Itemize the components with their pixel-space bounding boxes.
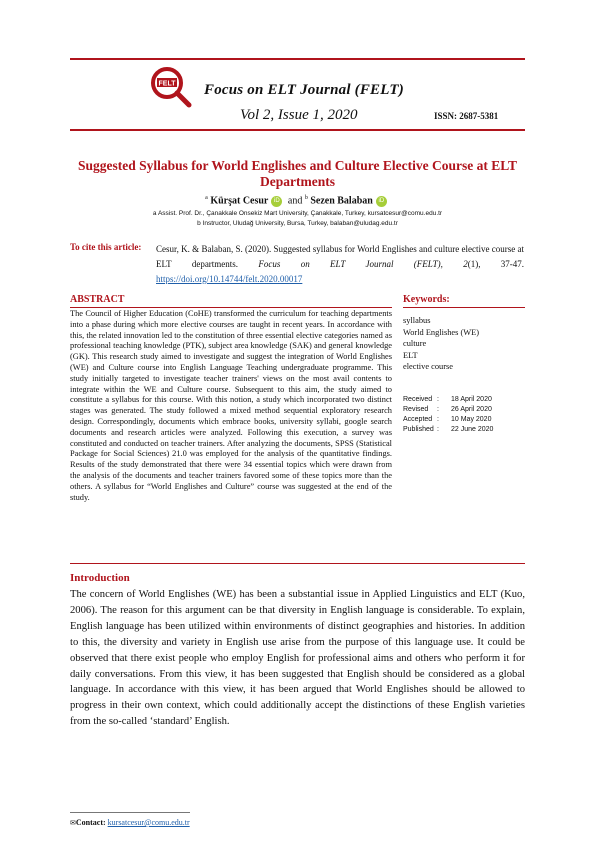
date-sep: : [437,406,439,413]
doi-link[interactable]: https://doi.org/10.14744/felt.2020.00017 [156,274,303,284]
cite-journal: Focus on ELT Journal (FELT), [258,259,443,269]
introduction-heading: Introduction [70,572,130,584]
header-top-rule [70,58,525,60]
date-sep: : [437,426,439,433]
keyword-item: culture [403,339,427,348]
date-label: Accepted [403,416,433,423]
keywords-rule [403,307,525,308]
abstract-rule [70,307,392,308]
author2-superscript: b [304,195,308,201]
abstract-bottom-rule [70,563,525,564]
date-sep: : [437,396,439,403]
keywords-list [403,315,479,373]
keyword-item: syllabus [403,316,431,325]
date-label: Received [403,396,433,403]
authors-line [60,195,535,207]
journal-volume: Vol 2, Issue 1, 2020 [240,107,358,123]
contact-email-link[interactable]: kursatcesur@comu.edu.tr [107,818,190,827]
author1-superscript: a [205,195,208,201]
date-value: 18 April 2020 [451,396,492,403]
date-row [403,405,493,415]
logo-text: FELT [158,80,176,88]
keyword-item: World Englishes (WE) [403,327,480,337]
journal-title: Focus on ELT Journal (FELT) [204,82,404,98]
journal-issn: ISSN: 2687-5381 [434,111,499,121]
date-label: Revised [403,406,429,413]
journal-logo [148,64,194,110]
date-row [403,415,493,425]
date-label: Published [403,426,434,433]
contact-footnote [70,818,190,827]
author1-name: Kürşat Cesur [210,195,269,207]
authors-and: and [287,195,303,207]
cite-text-main: Cesur, K. & Balaban, S. (2020). Suggested syllabus for World Englishes and culture elective course at ELT departments. [156,244,524,269]
article-title: Suggested Syllabus for World Englishes and Culture Elective Course at ELT Departments [77,158,518,189]
cite-pages: (1), 37-47. [467,259,525,269]
author2-name: Sezen Balaban [310,195,373,207]
header-bottom-rule [70,129,525,131]
date-value: 22 June 2020 [451,426,494,433]
affiliation-b: b Instructor, Uludağ University, Bursa, Turkey, balaban@uludag.edu.tr [197,220,398,227]
date-value: 10 May 2020 [451,416,492,423]
keyword-item: elective course [403,362,453,371]
keywords-heading: Keywords: [403,294,450,305]
cite-volume: 2 [463,259,468,269]
envelope-icon: ✉ [70,819,76,827]
introduction-text: The concern of World Englishes (WE) has been a substantial issue in Applied Linguistics and ELT (Kuo, 2006). The reason for this argument can be that diversity in English language is considerable. To explain, English language has been utilized within environments of distinct geographies and histories. In addition to this, the diversity and variety in English use arise from the purpose of this language use. It could be observed that there exist people who employ English for professional aims and others who perform it for daily conversations. From this view, it has been suggested that English should be considered as a global language. In accordance with this view, it has been argued that World Englishes should be allowed to progress in their own context, which could additionally accept the distinctions of these English varieties from the so-called ‘standard’ English. [70,589,525,728]
footnote-rule [70,812,190,813]
cite-label: To cite this article: [70,242,142,252]
abstract-heading: ABSTRACT [70,294,125,305]
date-row [403,425,493,435]
cite-text [156,242,524,287]
orcid-icon[interactable]: iD [271,196,282,207]
abstract-text: The Council of Higher Education (CoHE) transformed the curriculum for teaching departments into a phase during which more elective courses are taught in recent years. In accordance with this, the related innovation led to the constitution of three essential elective categories named as professional teaching knowledge (PTK), subject area knowledge (SAK) and general knowledge (GK). This research study aimed to investigate and suggest the integration of World Englishes (WE) and Culture course into English Language Teaching undergraduate programme. This study initially targeted to investigate teacher trainers' views on the most avail contents to integrate within the WE and Culture course. Subsequent to this aim, the study aimed to constitute a syllabus for this course. With this notion, a study which incorporated two distinct stages was generated. The study followed a mixed method sequential exploratory research design. Correspondingly, documents which embrace books, university syllabi, google search documents and research articles were analyzed. Following this execution, a survey was constituted and conducted on teacher trainers. After analyzing the documents, SPSS (Statistical Package for Social Sciences) 21.0 was employed for the analysis of the quantitative findings. Results of the study demonstrated that there were 34 essential topics which were drawn from the analysis of the documents and teacher trainers favored some of these topics more than the others. A syllabus for “World Englishes and Culture” course was suggested at the end of the study. [70,309,392,502]
date-sep: : [437,416,439,423]
article-dates [403,395,493,435]
date-row [403,395,493,405]
date-value: 26 April 2020 [451,406,492,413]
affiliation-a: a Assist. Prof. Dr., Çanakkale Onsekiz Mart University, Çanakkale, Turkey, kursatcesur@comu.edu.tr [152,210,443,217]
orcid-icon[interactable]: iD [376,196,387,207]
keyword-item: ELT [403,350,418,360]
contact-label: Contact: [75,818,106,827]
